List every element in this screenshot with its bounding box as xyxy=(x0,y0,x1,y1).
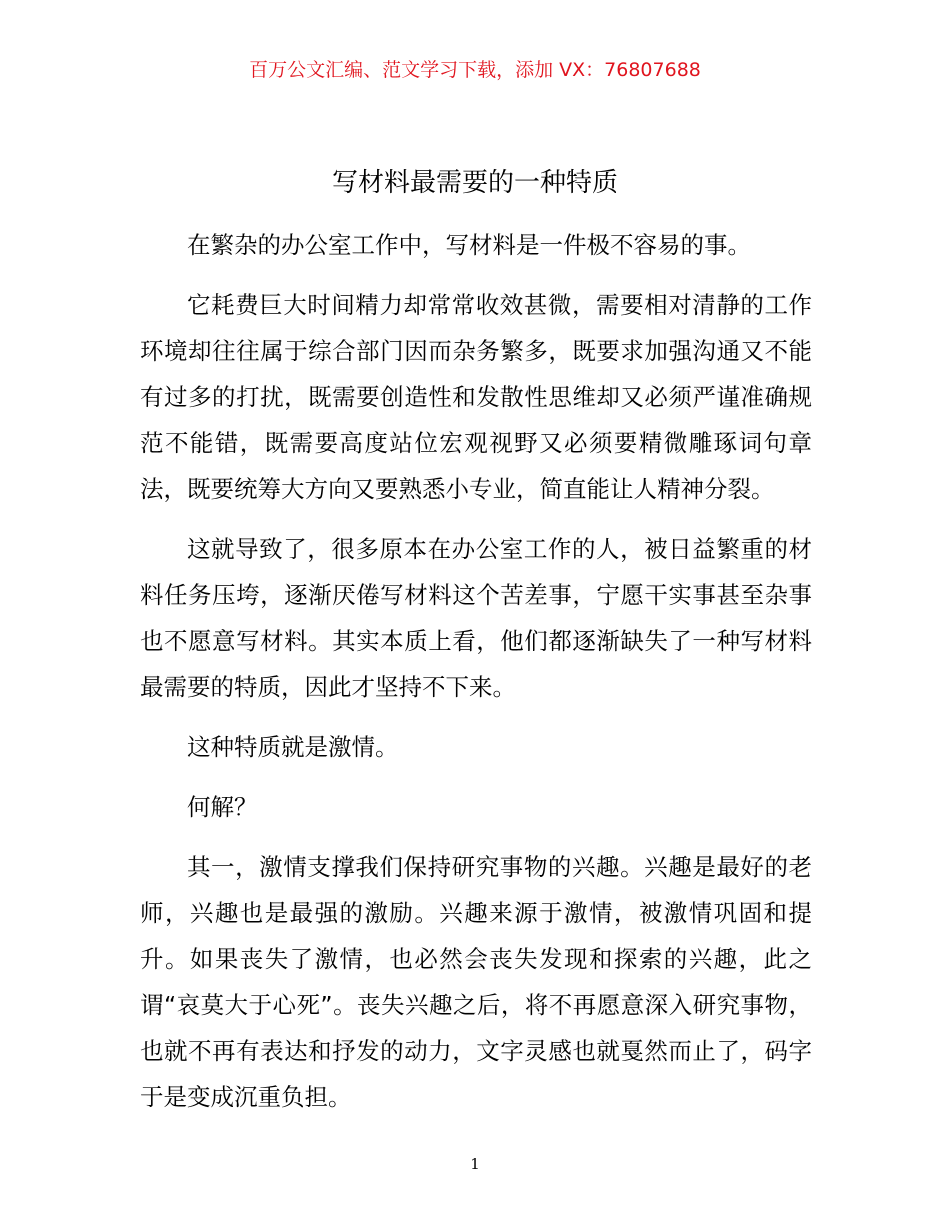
document-title: 写材料最需要的一种特质 xyxy=(331,168,618,198)
header-banner: 百万公文汇编、范文学习下载，添加 VX：76807688 xyxy=(249,59,701,81)
document-body xyxy=(140,222,812,1134)
paragraph-1: 在繁杂的办公室工作中，写材料是一件极不容易的事。 xyxy=(187,231,751,259)
page-number: 1 xyxy=(470,1155,480,1173)
paragraph-5: 何解？ xyxy=(187,793,258,821)
paragraph-3: 这就导致了，很多原本在办公室工作的人，被日益繁重的材料任务压垮，逐渐厌倦写材料这个苦差事，宁愿干实事甚至杂事也不愿意写材料。其实本质上看，他们都逐渐缺失了一种写材料最需要的特质，因此才坚持不下来。 xyxy=(140,535,812,701)
paragraph-4: 这种特质就是激情。 xyxy=(187,733,399,761)
paragraph-2: 它耗费巨大时间精力却常常收效甚微，需要相对清静的工作环境却往往属于综合部门因而杂务繁多，既要求加强沟通又不能有过多的打扰，既需要创造性和发散性思维却又必须严谨准确规范不能错，既需要高度站位宏观视野又必须要精微雕琢词句章法，既要统筹大方向又要熟悉小专业，简直能让人精神分裂。 xyxy=(140,291,812,503)
paragraph-6: 其一，激情支撑我们保持研究事物的兴趣。兴趣是最好的老师，兴趣也是最强的激励。兴趣来源于激情，被激情巩固和提升。如果丧失了激情，也必然会丧失发现和探索的兴趣，此之谓“哀莫大于心死”。丧失兴趣之后，将不再愿意深入研究事物，也就不再有表达和抒发的动力，文字灵感也就戛然而止了，码字于是变成沉重负担。 xyxy=(140,853,812,1111)
